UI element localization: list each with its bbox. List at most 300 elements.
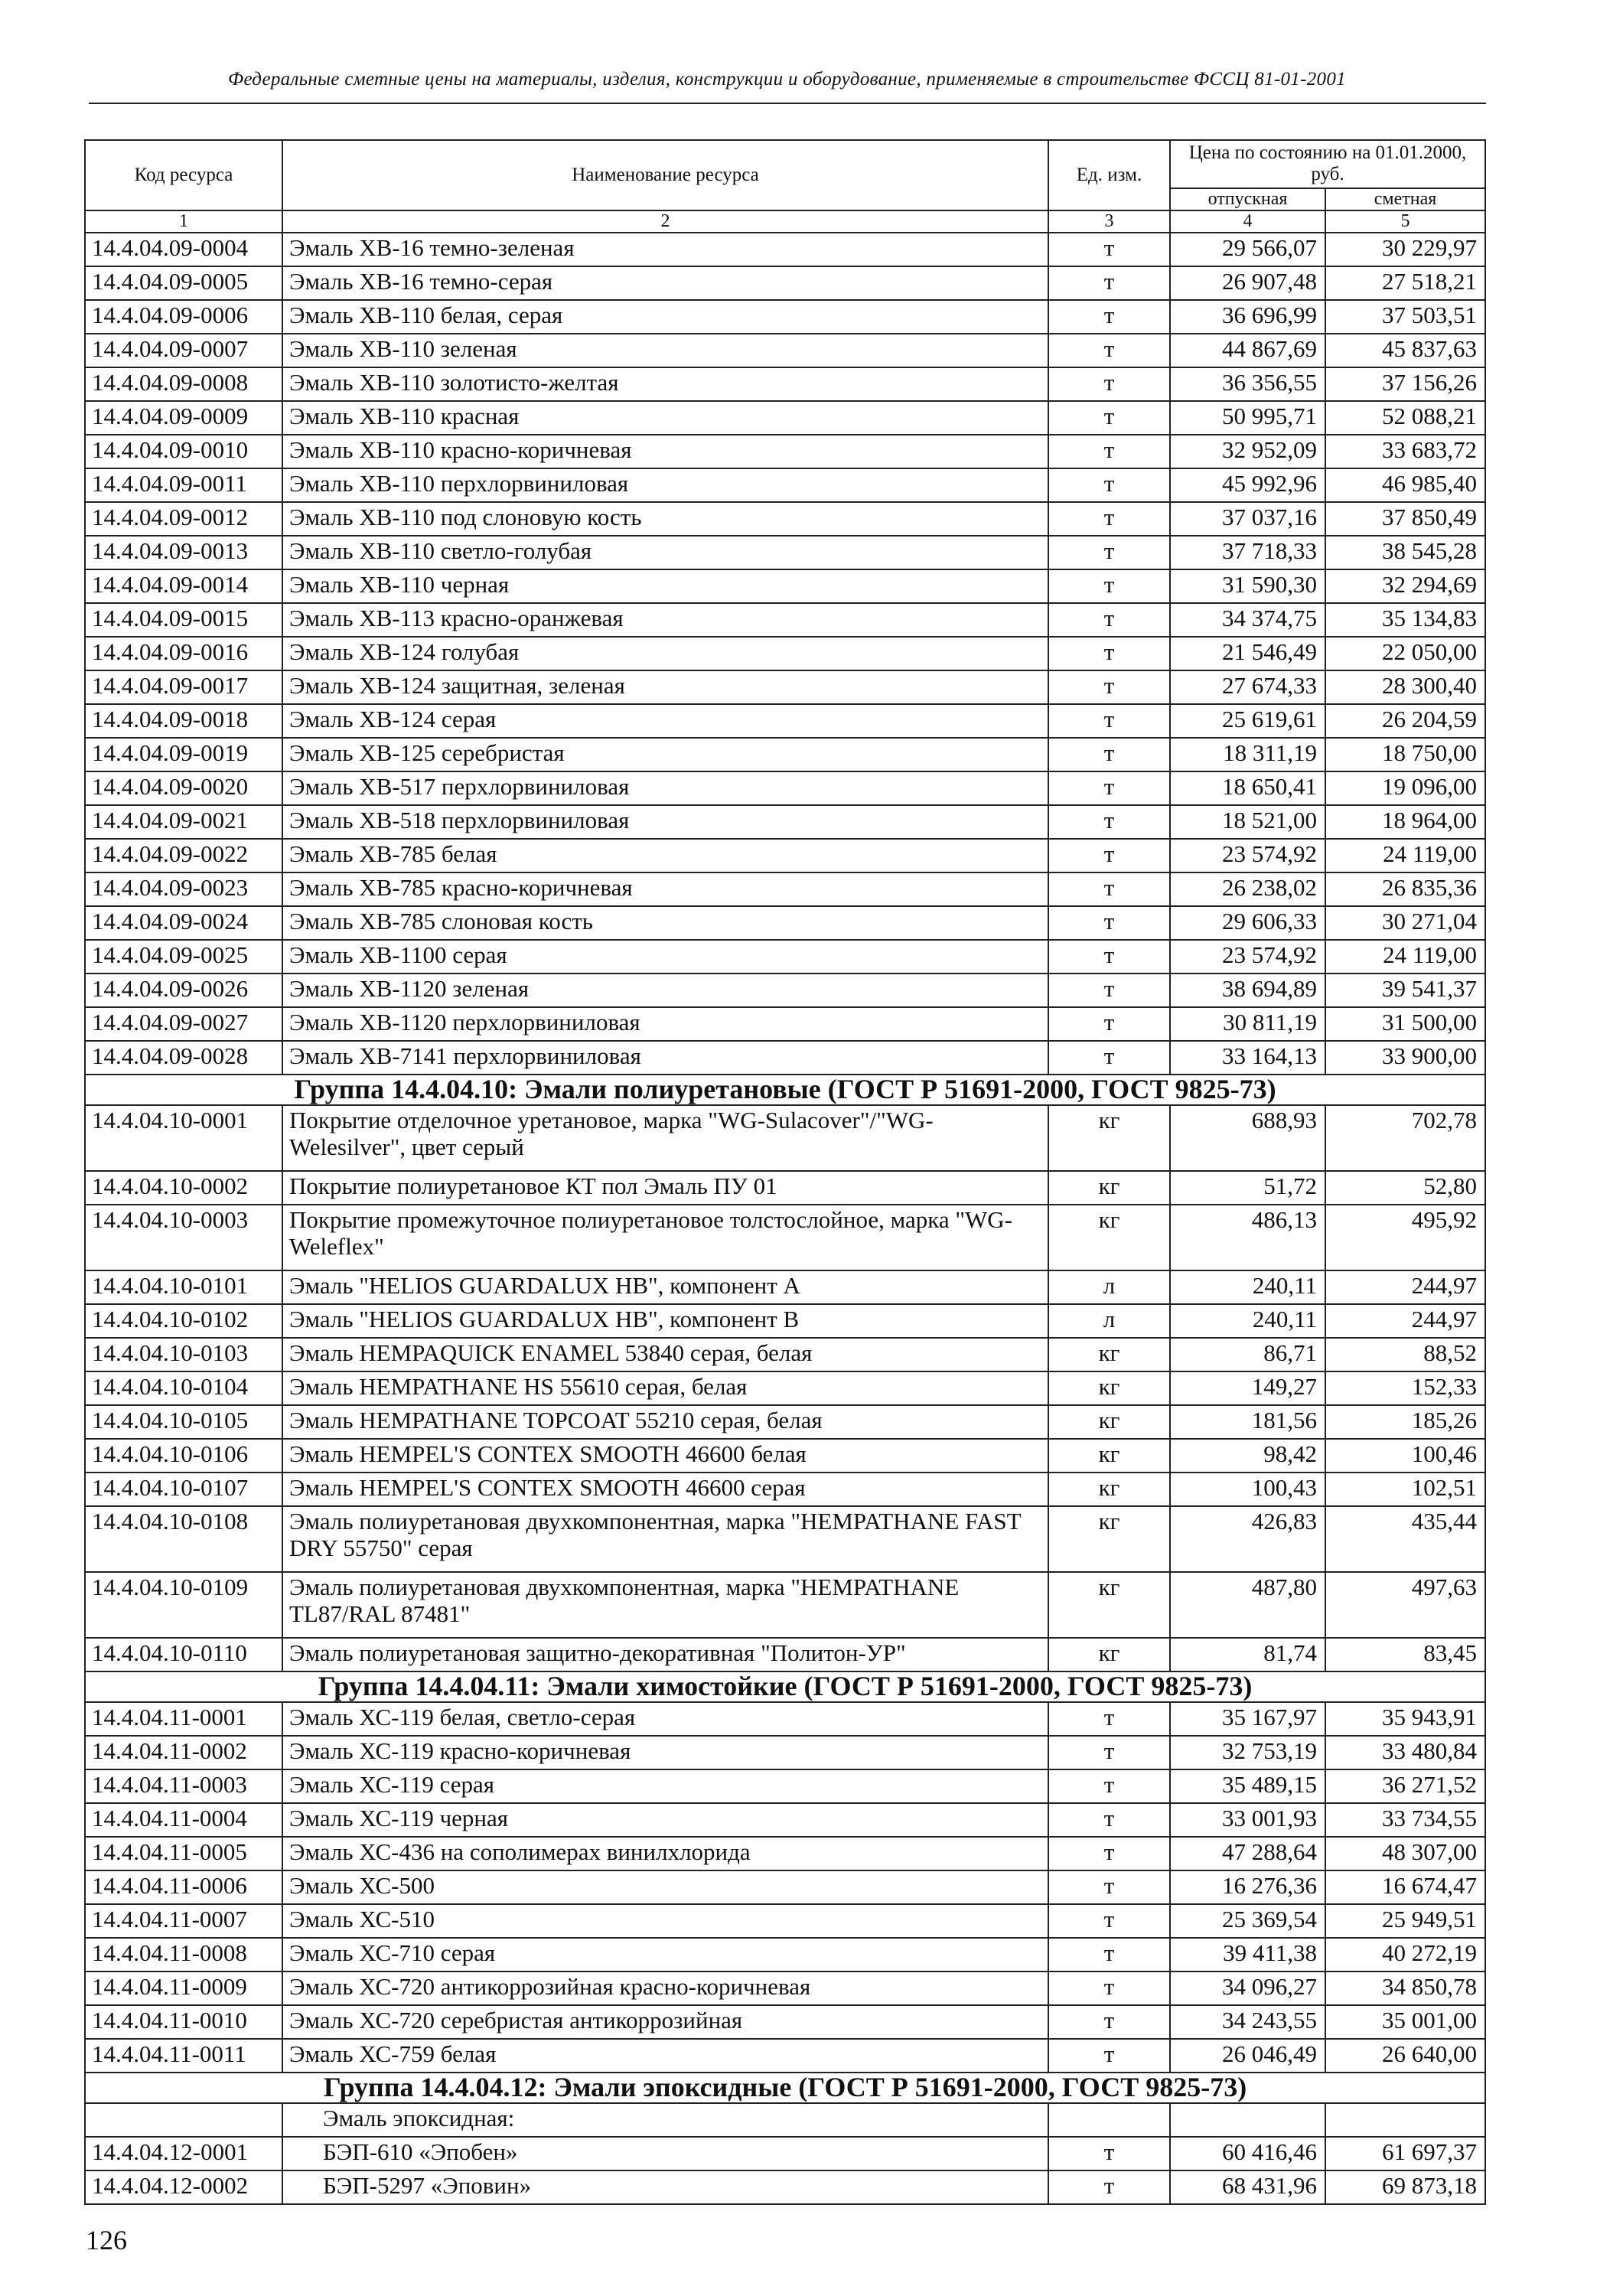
price-estimate: 36 271,52: [1325, 1769, 1485, 1803]
group-heading-row: [85, 2073, 1485, 2103]
price-release: 32 952,09: [1170, 435, 1325, 468]
price-estimate: 497,63: [1325, 1572, 1485, 1638]
price-release: 149,27: [1170, 1371, 1325, 1405]
resource-name: Эмаль ХВ-7141 перхлорвиниловая: [282, 1041, 1048, 1075]
resource-code: 14.4.04.09-0022: [85, 839, 282, 872]
unit: т: [1048, 1870, 1170, 1904]
price-estimate: 37 503,51: [1325, 300, 1485, 334]
table-row: [85, 771, 1485, 805]
unit: т: [1048, 1041, 1170, 1075]
unit: т: [1048, 1971, 1170, 2005]
price-estimate: 26 204,59: [1325, 704, 1485, 738]
resource-name: Эмаль ХВ-1120 зеленая: [282, 974, 1048, 1007]
unit: т: [1048, 2137, 1170, 2170]
price-estimate: 30 271,04: [1325, 906, 1485, 940]
running-header: Федеральные сметные цены на материалы, изделия, конструкции и оборудование, применяемые в строительстве ФССЦ 81-01-2001: [228, 69, 1346, 90]
price-estimate: 48 307,00: [1325, 1837, 1485, 1870]
price-estimate: 52 088,21: [1325, 401, 1485, 435]
unit: т: [1048, 940, 1170, 974]
resource-code: 14.4.04.09-0015: [85, 603, 282, 637]
table-row: [85, 1572, 1485, 1638]
unit: т: [1048, 2170, 1170, 2204]
resource-code: 14.4.04.09-0024: [85, 906, 282, 940]
resource-code: 14.4.04.10-0108: [85, 1506, 282, 1572]
empty-cell: [1170, 2103, 1325, 2137]
resource-name: Покрытие полиуретановое КТ пол Эмаль ПУ 01: [282, 1171, 1048, 1205]
subheading-label: Эмаль эпоксидная:: [282, 2103, 1048, 2137]
resource-name: Эмаль ХВ-110 белая, серая: [282, 300, 1048, 334]
table-row: [85, 637, 1485, 670]
resource-name: Эмаль ХВ-1120 перхлорвиниловая: [282, 1007, 1048, 1041]
table-row: [85, 1736, 1485, 1769]
table-row: [85, 704, 1485, 738]
resource-name: Эмаль ХВ-125 серебристая: [282, 738, 1048, 771]
resource-name: Эмаль ХВ-110 светло-голубая: [282, 536, 1048, 569]
resource-code: 14.4.04.10-0003: [85, 1205, 282, 1270]
table-row: [85, 906, 1485, 940]
table-row: [85, 536, 1485, 569]
price-estimate: 495,92: [1325, 1205, 1485, 1270]
resource-name: Эмаль ХВ-110 красно-коричневая: [282, 435, 1048, 468]
price-release: 26 907,48: [1170, 266, 1325, 300]
price-table-body: [85, 140, 1485, 2204]
resource-code: 14.4.04.09-0021: [85, 805, 282, 839]
price-estimate: 46 985,40: [1325, 468, 1485, 502]
table-row: [85, 1105, 1485, 1171]
price-release: 51,72: [1170, 1171, 1325, 1205]
group-heading: Группа 14.4.04.11: Эмали химостойкие (ГОСТ Р 51691-2000, ГОСТ 9825-73): [85, 1671, 1485, 1702]
table-row: [85, 670, 1485, 704]
column-number-row: [85, 210, 1485, 233]
price-release: 26 046,49: [1170, 2039, 1325, 2073]
price-estimate: 25 949,51: [1325, 1904, 1485, 1938]
header-unit: Ед. изм.: [1048, 140, 1170, 210]
price-release: 39 411,38: [1170, 1938, 1325, 1971]
resource-name: Эмаль ХС-720 антикоррозийная красно-коричневая: [282, 1971, 1048, 2005]
resource-name: Эмаль HEMPATHANE HS 55610 серая, белая: [282, 1371, 1048, 1405]
group-heading: Группа 14.4.04.10: Эмали полиуретановые (ГОСТ Р 51691-2000, ГОСТ 9825-73): [85, 1075, 1485, 1105]
unit: т: [1048, 1007, 1170, 1041]
resource-name: Эмаль ХВ-113 красно-оранжевая: [282, 603, 1048, 637]
table-row: [85, 839, 1485, 872]
resource-code: 14.4.04.09-0017: [85, 670, 282, 704]
unit: кг: [1048, 1405, 1170, 1439]
resource-name: Эмаль ХС-119 черная: [282, 1803, 1048, 1837]
unit: т: [1048, 738, 1170, 771]
empty-cell: [1325, 2103, 1485, 2137]
table-row: [85, 334, 1485, 367]
resource-code: 14.4.04.11-0008: [85, 1938, 282, 1971]
table-row: [85, 367, 1485, 401]
unit: т: [1048, 1803, 1170, 1837]
table-row: [85, 2005, 1485, 2039]
unit: кг: [1048, 1371, 1170, 1405]
table-row: [85, 401, 1485, 435]
price-release: 240,11: [1170, 1270, 1325, 1304]
price-release: 240,11: [1170, 1304, 1325, 1338]
price-estimate: 244,97: [1325, 1270, 1485, 1304]
resource-name: Эмаль ХВ-518 перхлорвиниловая: [282, 805, 1048, 839]
price-release: 29 606,33: [1170, 906, 1325, 940]
resource-code: 14.4.04.09-0009: [85, 401, 282, 435]
column-number: 1: [85, 210, 282, 233]
price-estimate: 435,44: [1325, 1506, 1485, 1572]
table-row: [85, 266, 1485, 300]
page-number: 126: [86, 2225, 127, 2255]
unit: т: [1048, 1702, 1170, 1736]
resource-name: Эмаль ХВ-785 слоновая кость: [282, 906, 1048, 940]
price-estimate: 16 674,47: [1325, 1870, 1485, 1904]
resource-code: 14.4.04.09-0008: [85, 367, 282, 401]
price-estimate: 102,51: [1325, 1473, 1485, 1506]
resource-code: 14.4.04.09-0019: [85, 738, 282, 771]
unit: т: [1048, 2039, 1170, 2073]
resource-code: 14.4.04.09-0013: [85, 536, 282, 569]
resource-code: 14.4.04.10-0106: [85, 1439, 282, 1473]
unit: т: [1048, 1769, 1170, 1803]
table-row: [85, 1270, 1485, 1304]
table-header-row: [85, 140, 1485, 188]
unit: т: [1048, 569, 1170, 603]
unit: т: [1048, 401, 1170, 435]
resource-name: Эмаль ХС-436 на сополимерах винилхлорида: [282, 1837, 1048, 1870]
table-row: [85, 1904, 1485, 1938]
subheading-row: [85, 2103, 1485, 2137]
resource-code: 14.4.04.10-0101: [85, 1270, 282, 1304]
price-release: 36 356,55: [1170, 367, 1325, 401]
price-release: 36 696,99: [1170, 300, 1325, 334]
resource-name: Эмаль ХВ-110 черная: [282, 569, 1048, 603]
price-release: 23 574,92: [1170, 839, 1325, 872]
resource-code: 14.4.04.09-0012: [85, 502, 282, 536]
resource-name: Эмаль ХВ-517 перхлорвиниловая: [282, 771, 1048, 805]
price-estimate: 28 300,40: [1325, 670, 1485, 704]
price-estimate: 18 964,00: [1325, 805, 1485, 839]
resource-name: Покрытие промежуточное полиуретановое толстослойное, марка "WG-Weleflex": [282, 1205, 1048, 1270]
resource-code: 14.4.04.11-0006: [85, 1870, 282, 1904]
price-estimate: 19 096,00: [1325, 771, 1485, 805]
unit: кг: [1048, 1171, 1170, 1205]
price-release: 98,42: [1170, 1439, 1325, 1473]
resource-code: 14.4.04.11-0001: [85, 1702, 282, 1736]
price-release: 35 167,97: [1170, 1702, 1325, 1736]
resource-name: Эмаль ХВ-124 серая: [282, 704, 1048, 738]
price-release: 34 374,75: [1170, 603, 1325, 637]
price-release: 18 311,19: [1170, 738, 1325, 771]
unit: т: [1048, 1904, 1170, 1938]
resource-code: 14.4.04.09-0004: [85, 233, 282, 266]
unit: кг: [1048, 1338, 1170, 1371]
price-estimate: 35 134,83: [1325, 603, 1485, 637]
resource-name: Эмаль ХВ-1100 серая: [282, 940, 1048, 974]
price-estimate: 152,33: [1325, 1371, 1485, 1405]
unit: т: [1048, 233, 1170, 266]
price-release: 68 431,96: [1170, 2170, 1325, 2204]
table-row: [85, 1371, 1485, 1405]
resource-name: Эмаль ХВ-16 темно-зеленая: [282, 233, 1048, 266]
price-release: 21 546,49: [1170, 637, 1325, 670]
price-release: 18 521,00: [1170, 805, 1325, 839]
header-price-estimate: сметная: [1325, 188, 1485, 210]
price-estimate: 22 050,00: [1325, 637, 1485, 670]
table-row: [85, 2137, 1485, 2170]
resource-name: Эмаль ХВ-110 перхлорвиниловая: [282, 468, 1048, 502]
resource-name: Эмаль полиуретановая двухкомпонентная, марка "HEMPATHANE FAST DRY 55750" серая: [282, 1506, 1048, 1572]
resource-name: Эмаль ХС-710 серая: [282, 1938, 1048, 1971]
unit: кг: [1048, 1205, 1170, 1270]
price-estimate: 244,97: [1325, 1304, 1485, 1338]
resource-code: 14.4.04.11-0011: [85, 2039, 282, 2073]
resource-name: Эмаль ХВ-124 голубая: [282, 637, 1048, 670]
table-row: [85, 2039, 1485, 2073]
table-row: [85, 1205, 1485, 1270]
price-estimate: 702,78: [1325, 1105, 1485, 1171]
price-release: 60 416,46: [1170, 2137, 1325, 2170]
table-row: [85, 468, 1485, 502]
table-row: [85, 1338, 1485, 1371]
unit: т: [1048, 1736, 1170, 1769]
column-number: 4: [1170, 210, 1325, 233]
unit: т: [1048, 1837, 1170, 1870]
price-estimate: 39 541,37: [1325, 974, 1485, 1007]
table-row: [85, 1870, 1485, 1904]
resource-name: Эмаль HEMPAQUICK ENAMEL 53840 серая, белая: [282, 1338, 1048, 1371]
price-release: 34 096,27: [1170, 1971, 1325, 2005]
price-estimate: 33 734,55: [1325, 1803, 1485, 1837]
resource-code: 14.4.04.10-0103: [85, 1338, 282, 1371]
price-estimate: 35 001,00: [1325, 2005, 1485, 2039]
table-row: [85, 1304, 1485, 1338]
unit: т: [1048, 603, 1170, 637]
price-estimate: 40 272,19: [1325, 1938, 1485, 1971]
resource-name: Эмаль ХС-119 белая, светло-серая: [282, 1702, 1048, 1736]
resource-name: Эмаль ХВ-785 красно-коричневая: [282, 872, 1048, 906]
price-estimate: 33 900,00: [1325, 1041, 1485, 1075]
resource-name: Эмаль ХВ-110 под слоновую кость: [282, 502, 1048, 536]
price-estimate: 33 480,84: [1325, 1736, 1485, 1769]
price-estimate: 38 545,28: [1325, 536, 1485, 569]
unit: т: [1048, 805, 1170, 839]
price-release: 181,56: [1170, 1405, 1325, 1439]
unit: т: [1048, 435, 1170, 468]
price-release: 100,43: [1170, 1473, 1325, 1506]
price-release: 25 619,61: [1170, 704, 1325, 738]
unit: т: [1048, 771, 1170, 805]
column-number: 5: [1325, 210, 1485, 233]
resource-name: БЭП-5297 «Эповин»: [282, 2170, 1048, 2204]
resource-name: Эмаль ХС-510: [282, 1904, 1048, 1938]
resource-name: Покрытие отделочное уретановое, марка "WG-Sulacover"/"WG- Welesilver", цвет серый: [282, 1105, 1048, 1171]
resource-code: 14.4.04.11-0003: [85, 1769, 282, 1803]
table-row: [85, 1638, 1485, 1671]
price-release: 44 867,69: [1170, 334, 1325, 367]
table-row: [85, 603, 1485, 637]
table-row: [85, 1702, 1485, 1736]
price-release: 23 574,92: [1170, 940, 1325, 974]
table-row: [85, 872, 1485, 906]
unit: т: [1048, 367, 1170, 401]
price-release: 688,93: [1170, 1105, 1325, 1171]
resource-code: 14.4.04.09-0028: [85, 1041, 282, 1075]
resource-code: 14.4.04.10-0105: [85, 1405, 282, 1439]
unit: кг: [1048, 1439, 1170, 1473]
resource-name: Эмаль полиуретановая двухкомпонентная, марка "HEMPATHANE TL87/RAL 87481": [282, 1572, 1048, 1638]
header-price-release: отпускная: [1170, 188, 1325, 210]
unit: т: [1048, 468, 1170, 502]
price-estimate: 33 683,72: [1325, 435, 1485, 468]
unit: т: [1048, 704, 1170, 738]
unit: т: [1048, 502, 1170, 536]
resource-code: 14.4.04.09-0023: [85, 872, 282, 906]
resource-code: 14.4.04.09-0010: [85, 435, 282, 468]
resource-name: Эмаль ХВ-124 защитная, зеленая: [282, 670, 1048, 704]
price-estimate: 35 943,91: [1325, 1702, 1485, 1736]
resource-code: 14.4.04.10-0104: [85, 1371, 282, 1405]
resource-name: Эмаль ХС-119 серая: [282, 1769, 1048, 1803]
resource-code: 14.4.04.10-0109: [85, 1572, 282, 1638]
resource-name: Эмаль ХВ-110 зеленая: [282, 334, 1048, 367]
price-estimate: 37 156,26: [1325, 367, 1485, 401]
price-release: 35 489,15: [1170, 1769, 1325, 1803]
table-row: [85, 1803, 1485, 1837]
price-estimate: 52,80: [1325, 1171, 1485, 1205]
group-heading-row: [85, 1671, 1485, 1702]
table-row: [85, 2170, 1485, 2204]
header-price: Цена по состоянию на 01.01.2000, руб.: [1170, 140, 1485, 188]
resource-name: Эмаль ХС-500: [282, 1870, 1048, 1904]
price-release: 50 995,71: [1170, 401, 1325, 435]
table-row: [85, 1971, 1485, 2005]
resource-name: Эмаль HEMPATHANE TOPCOAT 55210 серая, белая: [282, 1405, 1048, 1439]
unit: т: [1048, 266, 1170, 300]
header-name: Наименование ресурса: [282, 140, 1048, 210]
resource-name: Эмаль ХС-119 красно-коричневая: [282, 1736, 1048, 1769]
resource-code: 14.4.04.09-0025: [85, 940, 282, 974]
price-release: 38 694,89: [1170, 974, 1325, 1007]
unit: т: [1048, 300, 1170, 334]
table-row: [85, 974, 1485, 1007]
group-heading: Группа 14.4.04.12: Эмали эпоксидные (ГОСТ Р 51691-2000, ГОСТ 9825-73): [85, 2073, 1485, 2103]
resource-code: 14.4.04.10-0107: [85, 1473, 282, 1506]
group-heading-row: [85, 1075, 1485, 1105]
price-release: 487,80: [1170, 1572, 1325, 1638]
price-release: 16 276,36: [1170, 1870, 1325, 1904]
resource-code: 14.4.04.10-0110: [85, 1638, 282, 1671]
price-release: 86,71: [1170, 1338, 1325, 1371]
table-row: [85, 940, 1485, 974]
price-estimate: 30 229,97: [1325, 233, 1485, 266]
price-estimate: 32 294,69: [1325, 569, 1485, 603]
price-release: 37 718,33: [1170, 536, 1325, 569]
price-release: 18 650,41: [1170, 771, 1325, 805]
unit: л: [1048, 1270, 1170, 1304]
price-estimate: 31 500,00: [1325, 1007, 1485, 1041]
resource-code: 14.4.04.11-0005: [85, 1837, 282, 1870]
price-release: 37 037,16: [1170, 502, 1325, 536]
price-estimate: 37 850,49: [1325, 502, 1485, 536]
unit: т: [1048, 1938, 1170, 1971]
resource-code: 14.4.04.09-0005: [85, 266, 282, 300]
unit: кг: [1048, 1572, 1170, 1638]
resource-code: 14.4.04.09-0016: [85, 637, 282, 670]
resource-name: Эмаль ХС-720 серебристая антикоррозийная: [282, 2005, 1048, 2039]
unit: т: [1048, 536, 1170, 569]
price-release: 426,83: [1170, 1506, 1325, 1572]
price-release: 32 753,19: [1170, 1736, 1325, 1769]
table-row: [85, 1506, 1485, 1572]
table-row: [85, 1171, 1485, 1205]
column-number: 3: [1048, 210, 1170, 233]
price-release: 31 590,30: [1170, 569, 1325, 603]
price-release: 33 164,13: [1170, 1041, 1325, 1075]
table-row: [85, 805, 1485, 839]
resource-name: Эмаль HEMPEL'S CONTEX SMOOTH 46600 серая: [282, 1473, 1048, 1506]
resource-code: 14.4.04.09-0018: [85, 704, 282, 738]
price-estimate: 24 119,00: [1325, 839, 1485, 872]
price-estimate: 185,26: [1325, 1405, 1485, 1439]
header-code: Код ресурса: [85, 140, 282, 210]
resource-code: 14.4.04.11-0010: [85, 2005, 282, 2039]
unit: т: [1048, 839, 1170, 872]
table-row: [85, 300, 1485, 334]
price-estimate: 26 835,36: [1325, 872, 1485, 906]
price-release: 47 288,64: [1170, 1837, 1325, 1870]
resource-code: 14.4.04.11-0004: [85, 1803, 282, 1837]
table-row: [85, 1041, 1485, 1075]
price-estimate: 61 697,37: [1325, 2137, 1485, 2170]
table-row: [85, 1837, 1485, 1870]
price-estimate: 24 119,00: [1325, 940, 1485, 974]
resource-name: Эмаль ХВ-16 темно-серая: [282, 266, 1048, 300]
resource-code: 14.4.04.10-0001: [85, 1105, 282, 1171]
resource-code: 14.4.04.09-0006: [85, 300, 282, 334]
resource-code: 14.4.04.09-0011: [85, 468, 282, 502]
price-release: 81,74: [1170, 1638, 1325, 1671]
price-estimate: 100,46: [1325, 1439, 1485, 1473]
price-release: 27 674,33: [1170, 670, 1325, 704]
resource-name: Эмаль HEMPEL'S CONTEX SMOOTH 46600 белая: [282, 1439, 1048, 1473]
resource-code: 14.4.04.11-0007: [85, 1904, 282, 1938]
price-release: 33 001,93: [1170, 1803, 1325, 1837]
resource-code: 14.4.04.09-0014: [85, 569, 282, 603]
table-row: [85, 1439, 1485, 1473]
price-estimate: 88,52: [1325, 1338, 1485, 1371]
price-estimate: 69 873,18: [1325, 2170, 1485, 2204]
price-estimate: 34 850,78: [1325, 1971, 1485, 2005]
resource-code: 14.4.04.10-0102: [85, 1304, 282, 1338]
resource-code: 14.4.04.09-0026: [85, 974, 282, 1007]
resource-name: Эмаль "HELIOS GUARDALUX HB", компонент В: [282, 1304, 1048, 1338]
price-release: 26 238,02: [1170, 872, 1325, 906]
price-estimate: 45 837,63: [1325, 334, 1485, 367]
resource-name: Эмаль ХС-759 белая: [282, 2039, 1048, 2073]
price-estimate: 83,45: [1325, 1638, 1485, 1671]
table-row: [85, 569, 1485, 603]
table-row: [85, 502, 1485, 536]
resource-code: 14.4.04.09-0007: [85, 334, 282, 367]
price-release: 29 566,07: [1170, 233, 1325, 266]
resource-name: Эмаль "HELIOS GUARDALUX HB", компонент А: [282, 1270, 1048, 1304]
unit: кг: [1048, 1105, 1170, 1171]
resource-code: 14.4.04.09-0027: [85, 1007, 282, 1041]
price-release: 486,13: [1170, 1205, 1325, 1270]
price-release: 25 369,54: [1170, 1904, 1325, 1938]
resource-name: Эмаль ХВ-110 красная: [282, 401, 1048, 435]
price-estimate: 27 518,21: [1325, 266, 1485, 300]
unit: кг: [1048, 1638, 1170, 1671]
column-number: 2: [282, 210, 1048, 233]
unit: кг: [1048, 1473, 1170, 1506]
